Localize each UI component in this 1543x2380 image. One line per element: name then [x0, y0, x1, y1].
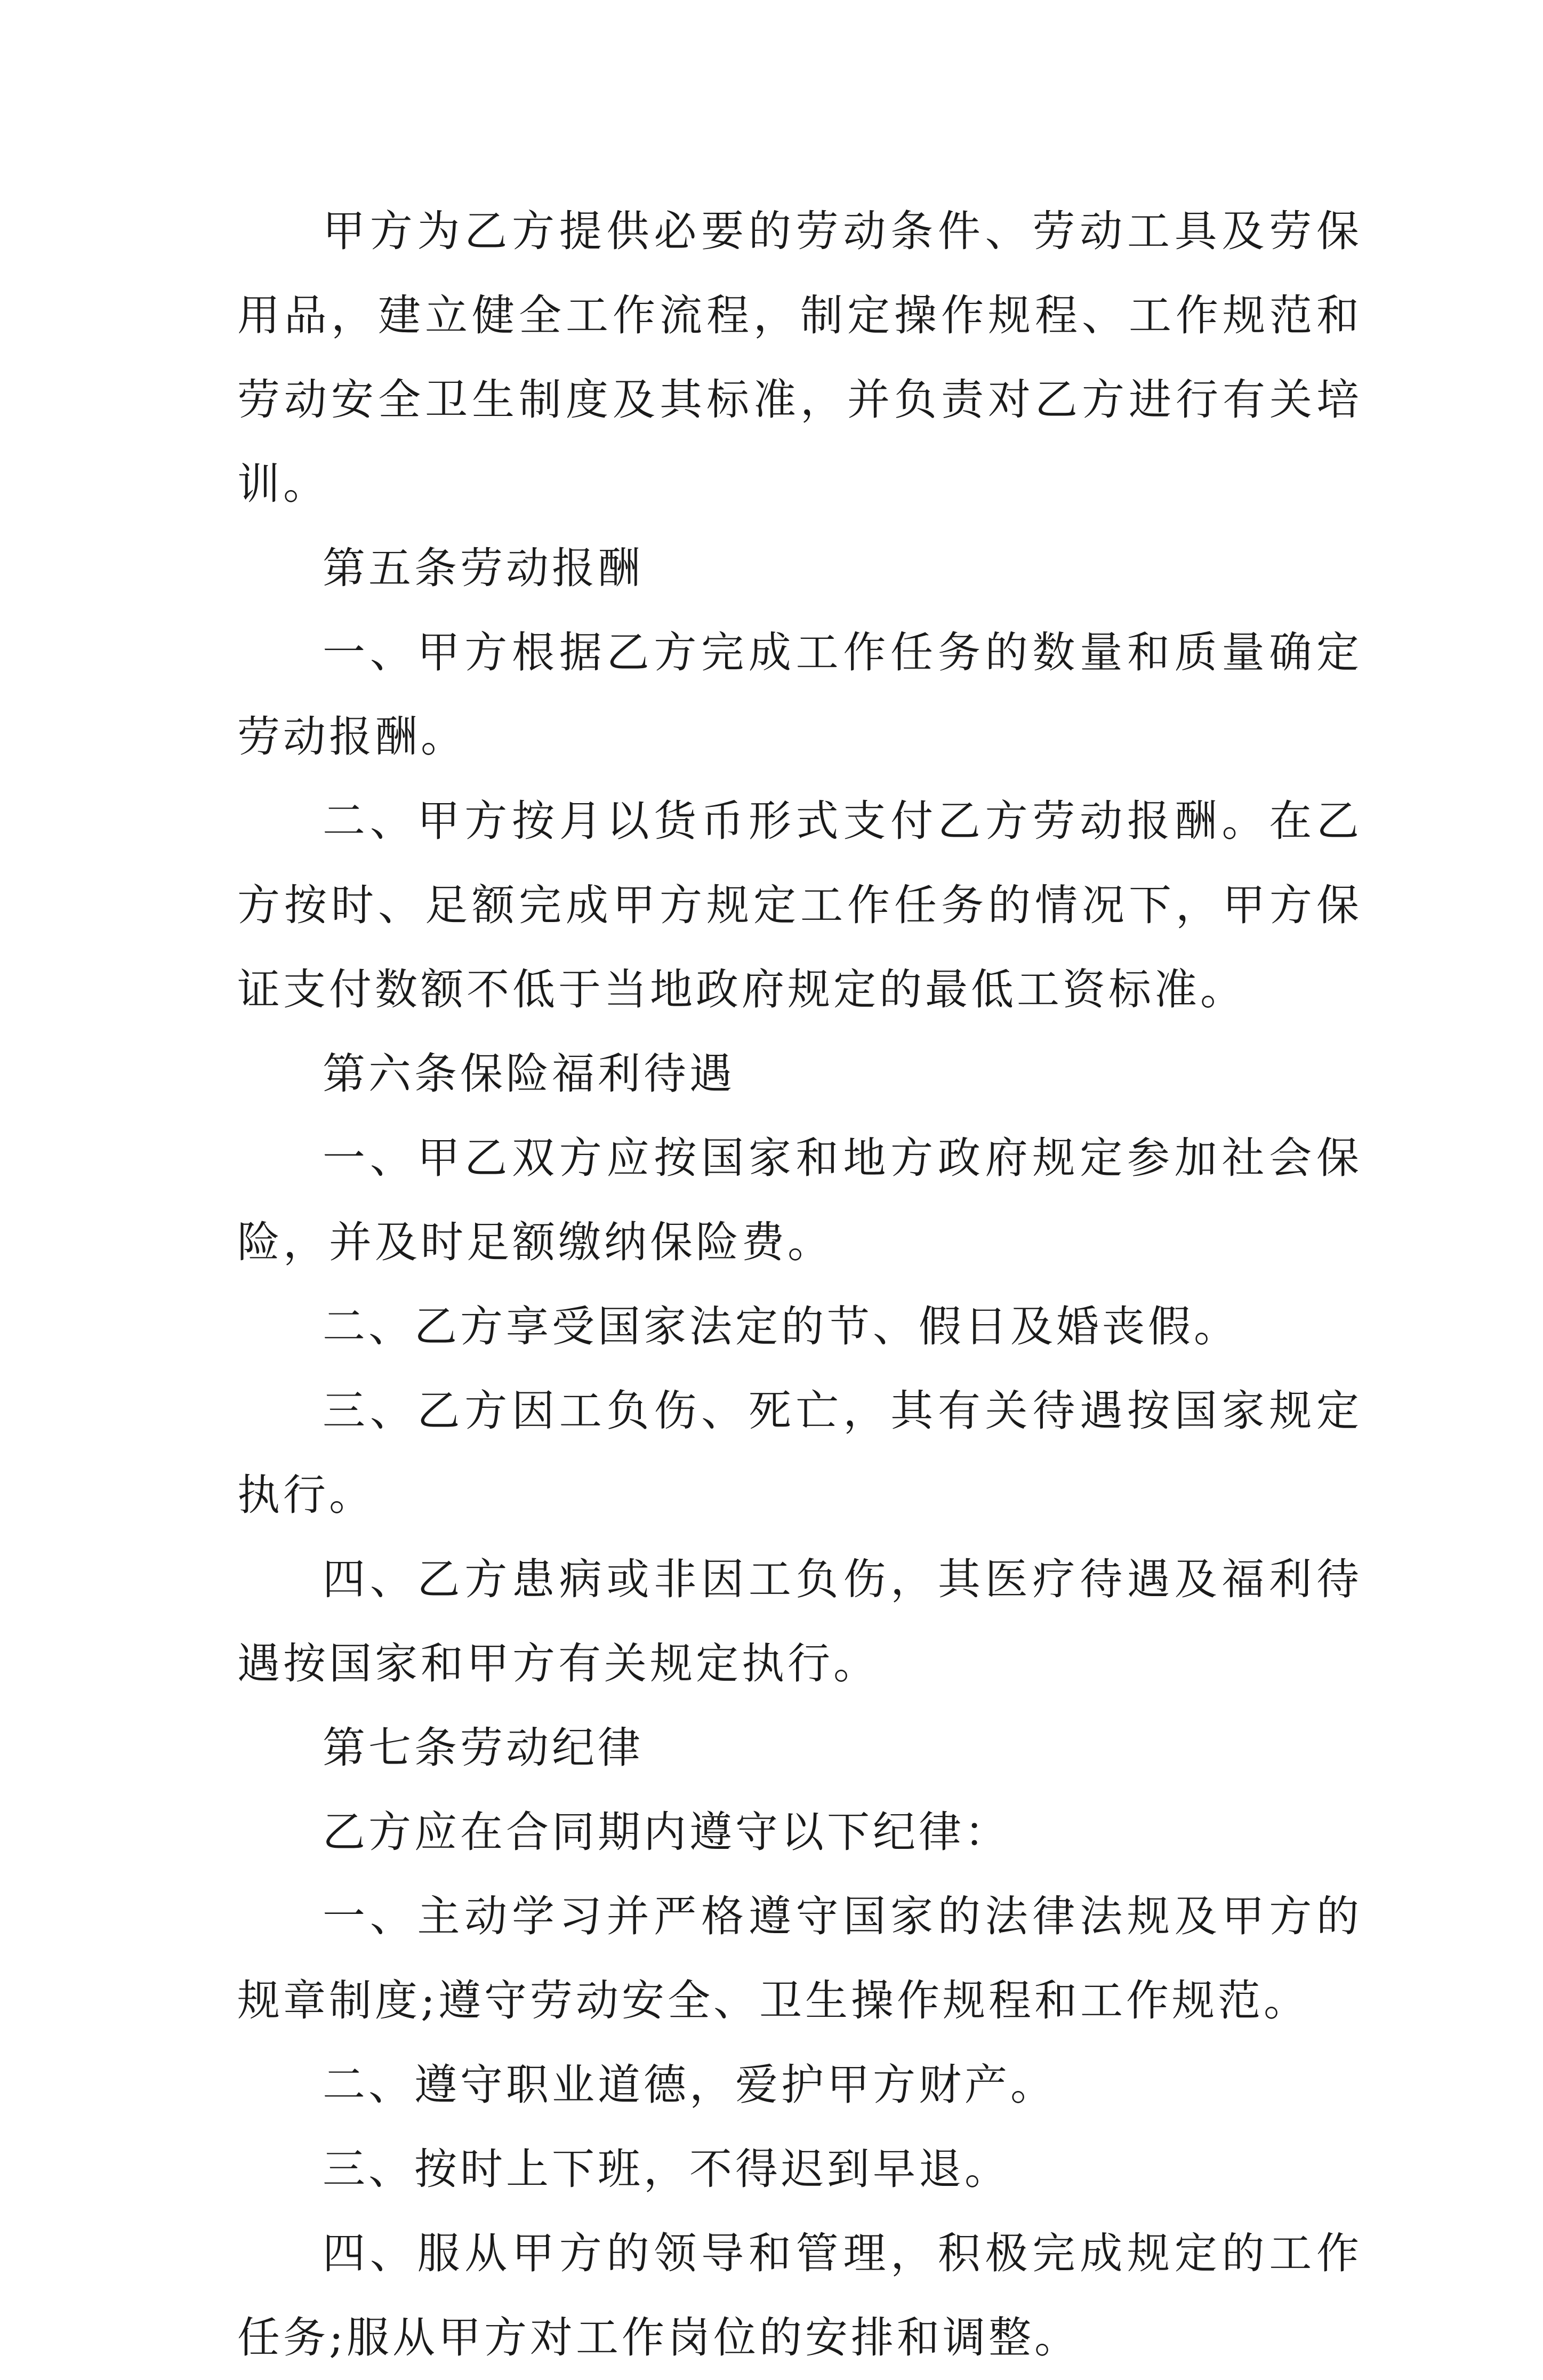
- paragraph-insurance-1: 一、甲乙双方应按国家和地方政府规定参加社会保险，并及时足额缴纳保险费。: [237, 1133, 1362, 1267]
- paragraph-insurance-2: 二、乙方享受国家法定的节、假日及婚丧假。: [323, 1302, 1240, 1351]
- document-body: [237, 189, 1362, 2380]
- heading-article-6: 第六条保险福利待遇: [323, 1049, 735, 1099]
- heading-article-5: 第五条劳动报酬: [323, 543, 644, 593]
- paragraph-remuneration-2: 二、甲方按月以货币形式支付乙方劳动报酬。在乙方按时、足额完成甲方规定工作任务的情况下，甲方保证支付数额不低于当地政府规定的最低工资标准。: [237, 796, 1362, 1014]
- paragraph-remuneration-1: 一、甲方根据乙方完成工作任务的数量和质量确定劳动报酬。: [237, 628, 1362, 762]
- paragraph-labor-conditions: 甲方为乙方提供必要的劳动条件、劳动工具及劳保用品，建立健全工作流程，制定操作规程、工作规范和劳动安全卫生制度及其标准，并负责对乙方进行有关培训。: [237, 206, 1362, 509]
- paragraph-insurance-4: 四、乙方患病或非因工负伤，其医疗待遇及福利待遇按国家和甲方有关规定执行。: [237, 1554, 1362, 1688]
- paragraph-discipline-intro: 乙方应在合同期内遵守以下纪律：: [323, 1807, 1010, 1857]
- paragraph-insurance-3: 三、乙方因工负伤、死亡，其有关待遇按国家规定执行。: [237, 1386, 1362, 1520]
- heading-article-7: 第七条劳动纪律: [323, 1723, 644, 1773]
- paragraph-discipline-3: 三、按时上下班，不得迟到早退。: [323, 2144, 1010, 2194]
- paragraph-discipline-4: 四、服从甲方的领导和管理，积极完成规定的工作任务;服从甲方对工作岗位的安排和调整。: [237, 2229, 1362, 2362]
- paragraph-discipline-2: 二、遵守职业道德，爱护甲方财产。: [323, 2060, 1056, 2110]
- paragraph-discipline-1: 一、主动学习并严格遵守国家的法律法规及甲方的规章制度;遵守劳动安全、卫生操作规程和工作规范。: [237, 1892, 1362, 2025]
